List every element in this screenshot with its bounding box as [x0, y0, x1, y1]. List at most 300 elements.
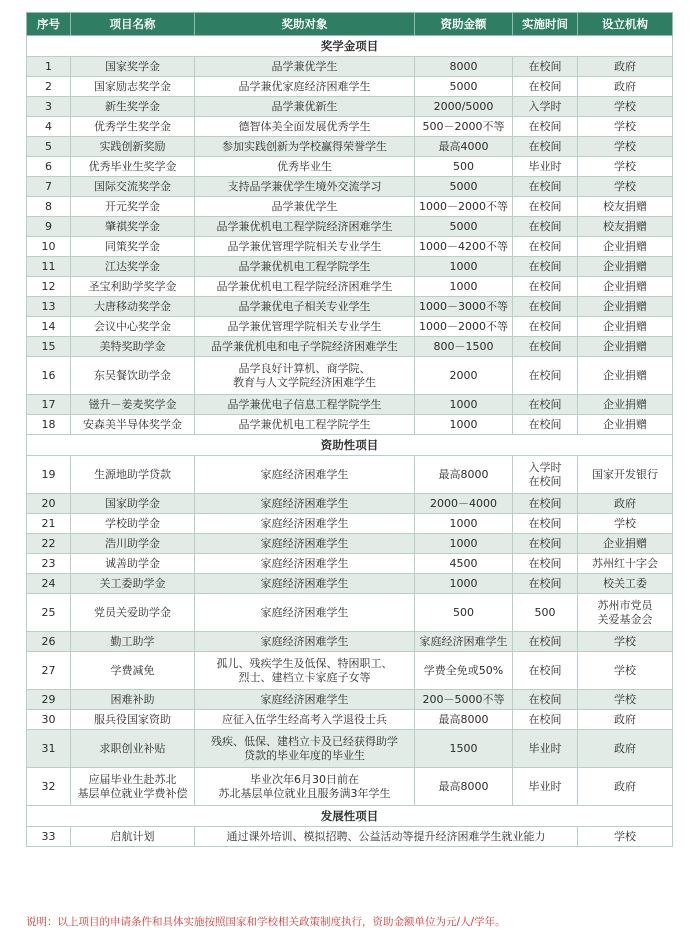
cell-no: [27, 652, 71, 690]
cell-org-text: 企业捐赠: [603, 536, 647, 550]
table-row: [27, 357, 673, 395]
cell-target-text: 家庭经济困难学生: [260, 605, 349, 619]
cell-name: [71, 117, 195, 137]
cell-time: [513, 217, 578, 237]
cell-name: [71, 827, 195, 847]
cell-org-text: 国家开发银行: [592, 467, 658, 481]
table-row: [27, 652, 673, 690]
cell-time-text: 在校间: [528, 576, 562, 590]
header-name: 项目名称: [71, 13, 195, 36]
cell-name-text: 东吴餐饮助学金: [94, 368, 171, 382]
cell-amount: [415, 554, 513, 574]
cell-target-text: 参加实践创新为学校赢得荣誉学生: [222, 139, 387, 153]
cell-amount: [415, 257, 513, 277]
table-row: [27, 554, 673, 574]
cell-no-text: 29: [41, 692, 56, 706]
cell-amount-text: 2000/5000: [433, 99, 494, 113]
cell-org: [578, 57, 673, 77]
cell-org: [578, 157, 673, 177]
cell-org: [578, 574, 673, 594]
cell-target-text: 品学兼优机电工程学院经济困难学生: [216, 279, 393, 293]
cell-time-text: 在校间: [528, 663, 562, 677]
cell-name-text: 勤工助学: [110, 634, 155, 648]
table-row: [27, 768, 673, 806]
header-time: 实施时间: [513, 13, 578, 36]
cell-org: [578, 117, 673, 137]
cell-org-text: 学校: [614, 829, 636, 843]
cell-time-text: 毕业时: [528, 159, 562, 173]
cell-target: [195, 177, 415, 197]
header-amount: 资助金额: [415, 13, 513, 36]
cell-time-text: 在校间: [528, 259, 562, 273]
cell-target: [195, 97, 415, 117]
cell-amount-text: 1000: [449, 279, 478, 293]
header-row: [27, 13, 673, 36]
cell-org: [578, 197, 673, 217]
cell-org-text: 学校: [614, 139, 636, 153]
cell-no: [27, 197, 71, 217]
cell-time-text: 在校间: [528, 712, 562, 726]
cell-org: [578, 594, 673, 632]
cell-amount: [415, 574, 513, 594]
cell-org-text: 关爱基金会: [597, 612, 653, 626]
cell-no-text: 24: [41, 576, 56, 590]
cell-time-text: 在校间: [528, 179, 562, 193]
cell-time-text: 500: [534, 605, 556, 619]
cell-amount: [415, 137, 513, 157]
cell-no-text: 20: [41, 496, 56, 510]
cell-amount-text: 最高8000: [438, 712, 489, 726]
cell-amount: [415, 157, 513, 177]
cell-time: [513, 157, 578, 177]
cell-org: [578, 690, 673, 710]
cell-amount-text: 200－5000不等: [422, 692, 505, 706]
cell-name-text: 新生奖学金: [105, 99, 160, 113]
cell-time: [513, 710, 578, 730]
cell-no-text: 31: [41, 741, 56, 755]
cell-target: [195, 357, 415, 395]
footnote: 说明：以上项目的申请条件和具体实施按照国家和学校相关政策制度执行，资助金额单位为元/人/学年。: [26, 916, 506, 928]
table-row: [27, 494, 673, 514]
cell-amount-text: 最高8000: [438, 779, 489, 793]
table-row: [27, 177, 673, 197]
cell-target: [195, 710, 415, 730]
cell-name: [71, 217, 195, 237]
cell-no: [27, 337, 71, 357]
cell-no: [27, 415, 71, 435]
cell-target: [195, 137, 415, 157]
cell-target-text: 孤儿、残疾学生及低保、特困职工、: [216, 656, 393, 670]
cell-target-text: 贷款的毕业年度的毕业生: [244, 748, 365, 762]
cell-amount: [415, 730, 513, 768]
cell-target-text: 家庭经济困难学生: [260, 692, 349, 706]
cell-target: [195, 494, 415, 514]
cell-org-text: 苏州红十字会: [592, 556, 658, 570]
cell-time: [513, 768, 578, 806]
cell-target: [195, 157, 415, 177]
cell-name-text: 学费减免: [110, 663, 155, 677]
cell-org-text: 校友捐赠: [603, 219, 647, 233]
cell-target: [195, 768, 415, 806]
cell-amount: [415, 317, 513, 337]
cell-target-text: 应征入伍学生经高考入学退役士兵: [222, 712, 387, 726]
cell-time-text: 在校间: [528, 556, 562, 570]
cell-amount-text: 1500: [449, 741, 478, 755]
cell-amount: [415, 534, 513, 554]
cell-target: [195, 554, 415, 574]
cell-name-text: 求职创业补贴: [99, 741, 166, 755]
cell-no-text: 30: [41, 712, 56, 726]
cell-org-text: 政府: [614, 79, 636, 93]
cell-name-text: 圣宝利助学奖学金: [88, 279, 177, 293]
cell-amount: [415, 395, 513, 415]
cell-name: [71, 277, 195, 297]
header-org: 设立机构: [578, 13, 673, 36]
cell-time-text: 在校间: [528, 397, 562, 411]
cell-org-text: 学校: [614, 663, 636, 677]
cell-org: [578, 297, 673, 317]
cell-org-text: 政府: [614, 779, 636, 793]
cell-target-text: 家庭经济困难学生: [260, 556, 349, 570]
cell-time: [513, 594, 578, 632]
cell-org-text: 学校: [614, 119, 636, 133]
cell-time-text: 在校间: [528, 299, 562, 313]
cell-target: [195, 217, 415, 237]
cell-org-text: 企业捐赠: [603, 259, 647, 273]
cell-amount: [415, 77, 513, 97]
cell-org-text: 企业捐赠: [603, 397, 647, 411]
cell-name-text: 美特奖助学金: [99, 339, 166, 353]
cell-target: [195, 827, 578, 847]
cell-org-text: 学校: [614, 179, 636, 193]
cell-name: [71, 357, 195, 395]
cell-amount: [415, 117, 513, 137]
cell-amount-text: 2000: [449, 368, 478, 382]
cell-time: [513, 494, 578, 514]
table-row: [27, 237, 673, 257]
cell-name: [71, 157, 195, 177]
cell-time: [513, 514, 578, 534]
cell-target-text: 家庭经济困难学生: [260, 496, 349, 510]
cell-name-text: 开元奖学金: [105, 199, 160, 213]
cell-target: [195, 395, 415, 415]
cell-amount-text: 5000: [449, 179, 478, 193]
cell-target: [195, 730, 415, 768]
table-row: [27, 197, 673, 217]
table-row: [27, 77, 673, 97]
cell-name-text: 服兵役国家资助: [94, 712, 171, 726]
cell-org-text: 校关工委: [603, 576, 647, 590]
cell-target: [195, 197, 415, 217]
cell-name: [71, 197, 195, 217]
cell-time-text: 在校间: [528, 59, 562, 73]
cell-org: [578, 827, 673, 847]
cell-name: [71, 632, 195, 652]
cell-target: [195, 117, 415, 137]
table-row: [27, 415, 673, 435]
cell-no: [27, 157, 71, 177]
cell-name-text: 国家励志奖学金: [94, 79, 171, 93]
cell-target: [195, 415, 415, 435]
table-row: [27, 317, 673, 337]
cell-no: [27, 117, 71, 137]
cell-time: [513, 317, 578, 337]
cell-no-text: 23: [41, 556, 56, 570]
cell-target-text: 家庭经济困难学生: [260, 516, 349, 530]
cell-org: [578, 357, 673, 395]
cell-org: [578, 257, 673, 277]
cell-amount-text: 1000－3000不等: [419, 299, 508, 313]
cell-target-text: 品学兼优管理学院相关专业学生: [227, 239, 382, 253]
cell-name-text: 镃升－姜麦奖学金: [88, 397, 177, 411]
cell-amount: [415, 456, 513, 494]
cell-target: [195, 277, 415, 297]
cell-org: [578, 237, 673, 257]
cell-amount: [415, 217, 513, 237]
cell-amount-text: 8000: [449, 59, 478, 73]
table-row: [27, 710, 673, 730]
cell-no: [27, 730, 71, 768]
cell-target-text: 苏北基层单位就业且服务满3年学生: [218, 786, 391, 800]
cell-name-text: 国家奖学金: [105, 59, 160, 73]
cell-target-text: 烈士、建档立卡家庭子女等: [238, 670, 371, 684]
cell-org: [578, 768, 673, 806]
cell-amount-text: 最高4000: [438, 139, 489, 153]
table-row: [27, 456, 673, 494]
cell-time-text: 在校间: [528, 339, 562, 353]
cell-amount: [415, 514, 513, 534]
cell-target-text: 品学兼优机电工程学院学生: [238, 417, 371, 431]
cell-time-text: 在校间: [528, 474, 562, 488]
cell-amount-text: 1000: [449, 576, 478, 590]
table-wrapper: [26, 12, 672, 847]
cell-no: [27, 827, 71, 847]
cell-no: [27, 357, 71, 395]
cell-no-text: 4: [45, 119, 52, 133]
table-row: [27, 594, 673, 632]
cell-time: [513, 357, 578, 395]
cell-name: [71, 317, 195, 337]
cell-name-text: 安森美半导体奖学金: [83, 417, 182, 431]
cell-org: [578, 277, 673, 297]
cell-time-text: 在校间: [528, 692, 562, 706]
cell-org: [578, 317, 673, 337]
cell-no-text: 16: [41, 368, 56, 382]
cell-name: [71, 494, 195, 514]
cell-name-text: 学校助学金: [105, 516, 160, 530]
cell-time: [513, 574, 578, 594]
cell-target-text: 品学兼优机电工程学院学生: [238, 259, 371, 273]
cell-time-text: 在校间: [528, 119, 562, 133]
cell-amount-text: 1000: [449, 417, 478, 431]
table-row: [27, 632, 673, 652]
cell-no-text: 18: [41, 417, 56, 431]
cell-no: [27, 690, 71, 710]
cell-target: [195, 574, 415, 594]
cell-target: [195, 632, 415, 652]
section-header-row: [27, 435, 673, 456]
cell-name: [71, 534, 195, 554]
cell-amount: [415, 710, 513, 730]
cell-target-text: 毕业次年6月30日前在: [250, 772, 359, 786]
section-title: 奖学金项目: [27, 36, 673, 57]
cell-no-text: 1: [45, 59, 52, 73]
cell-name-text: 优秀毕业生奖学金: [88, 159, 177, 173]
cell-amount-text: 2000－4000: [430, 496, 497, 510]
cell-target: [195, 514, 415, 534]
cell-time-text: 入学时: [528, 460, 562, 474]
cell-target-text: 品学兼优学生: [271, 199, 338, 213]
cell-amount: [415, 297, 513, 317]
cell-time: [513, 534, 578, 554]
cell-no: [27, 632, 71, 652]
table-row: [27, 574, 673, 594]
cell-name-text: 诚善助学金: [105, 556, 160, 570]
table-row: [27, 534, 673, 554]
table-row: [27, 137, 673, 157]
cell-no-text: 14: [41, 319, 56, 333]
table-row: [27, 277, 673, 297]
cell-org: [578, 415, 673, 435]
cell-org: [578, 456, 673, 494]
cell-org: [578, 217, 673, 237]
cell-time: [513, 415, 578, 435]
cell-org-text: 政府: [614, 59, 636, 73]
cell-target-text: 品学兼优电子信息工程学院学生: [227, 397, 382, 411]
cell-time-text: 在校间: [528, 139, 562, 153]
cell-name-text: 关工委助学金: [99, 576, 166, 590]
cell-amount: [415, 768, 513, 806]
cell-name: [71, 77, 195, 97]
cell-name-text: 国家助学金: [105, 496, 160, 510]
cell-name-text: 肇祺奖学金: [105, 219, 160, 233]
cell-name: [71, 57, 195, 77]
cell-amount-text: 800－1500: [433, 339, 494, 353]
cell-org: [578, 177, 673, 197]
cell-org-text: 政府: [614, 741, 636, 755]
cell-name-text: 浩川助学金: [105, 536, 160, 550]
cell-name: [71, 730, 195, 768]
cell-org-text: 学校: [614, 159, 636, 173]
cell-name-text: 大唐移动奖学金: [94, 299, 171, 313]
cell-amount: [415, 357, 513, 395]
cell-org-text: 学校: [614, 634, 636, 648]
cell-no: [27, 456, 71, 494]
cell-name: [71, 137, 195, 157]
cell-no-text: 9: [45, 219, 52, 233]
cell-name-text: 同策奖学金: [105, 239, 160, 253]
cell-time-text: 在校间: [528, 634, 562, 648]
cell-amount: [415, 277, 513, 297]
cell-time: [513, 554, 578, 574]
cell-name: [71, 237, 195, 257]
cell-amount-text: 1000: [449, 536, 478, 550]
cell-time: [513, 177, 578, 197]
cell-target-text: 家庭经济困难学生: [260, 634, 349, 648]
cell-amount-text: 5000: [449, 219, 478, 233]
cell-target: [195, 257, 415, 277]
cell-time: [513, 277, 578, 297]
cell-time: [513, 237, 578, 257]
cell-org: [578, 395, 673, 415]
cell-time: [513, 632, 578, 652]
cell-time: [513, 456, 578, 494]
cell-amount-text: 1000: [449, 397, 478, 411]
cell-amount-text: 1000－4200不等: [419, 239, 508, 253]
cell-time-text: 在校间: [528, 279, 562, 293]
table-row: [27, 157, 673, 177]
cell-no: [27, 177, 71, 197]
cell-org-text: 企业捐赠: [603, 239, 647, 253]
cell-no: [27, 77, 71, 97]
cell-name: [71, 177, 195, 197]
cell-name-text: 优秀学生奖学金: [94, 119, 171, 133]
cell-name-text: 基层单位就业学费补偿: [77, 786, 188, 800]
cell-time: [513, 730, 578, 768]
table-body: [27, 36, 673, 847]
cell-time-text: 在校间: [528, 319, 562, 333]
table-row: [27, 690, 673, 710]
cell-no: [27, 554, 71, 574]
cell-name-text: 启航计划: [110, 829, 155, 843]
table-row: [27, 97, 673, 117]
cell-org-text: 企业捐赠: [603, 319, 647, 333]
cell-no-text: 13: [41, 299, 56, 313]
cell-no: [27, 768, 71, 806]
cell-name: [71, 554, 195, 574]
cell-time-text: 在校间: [528, 417, 562, 431]
cell-org-text: 企业捐赠: [603, 279, 647, 293]
cell-org-text: 苏州市党员: [597, 598, 653, 612]
cell-amount-text: 4500: [449, 556, 478, 570]
cell-amount-text: 家庭经济困难学生: [419, 634, 508, 648]
table-row: [27, 730, 673, 768]
cell-no-text: 8: [45, 199, 52, 213]
cell-no: [27, 297, 71, 317]
cell-org: [578, 77, 673, 97]
cell-time: [513, 57, 578, 77]
table-row: [27, 827, 673, 847]
cell-no-text: 7: [45, 179, 52, 193]
cell-name-text: 国际交流奖学金: [94, 179, 171, 193]
cell-name: [71, 415, 195, 435]
cell-name-text: 困难补助: [110, 692, 155, 706]
cell-amount: [415, 237, 513, 257]
cell-time-text: 在校间: [528, 79, 562, 93]
cell-no-text: 26: [41, 634, 56, 648]
cell-amount: [415, 57, 513, 77]
table-row: [27, 395, 673, 415]
cell-amount: [415, 337, 513, 357]
cell-time-text: 在校间: [528, 496, 562, 510]
cell-org-text: 政府: [614, 496, 636, 510]
cell-target: [195, 297, 415, 317]
cell-no-text: 5: [45, 139, 52, 153]
cell-name: [71, 297, 195, 317]
cell-no-text: 17: [41, 397, 56, 411]
cell-time: [513, 117, 578, 137]
cell-no-text: 25: [41, 605, 56, 619]
cell-time-text: 在校间: [528, 516, 562, 530]
cell-target-text: 品学兼优管理学院相关专业学生: [227, 319, 382, 333]
cell-org: [578, 97, 673, 117]
cell-time-text: 在校间: [528, 536, 562, 550]
cell-amount-text: 5000: [449, 79, 478, 93]
cell-time: [513, 137, 578, 157]
cell-target-text: 品学兼优机电工程学院经济困难学生: [216, 219, 393, 233]
cell-no: [27, 277, 71, 297]
cell-no-text: 22: [41, 536, 56, 550]
